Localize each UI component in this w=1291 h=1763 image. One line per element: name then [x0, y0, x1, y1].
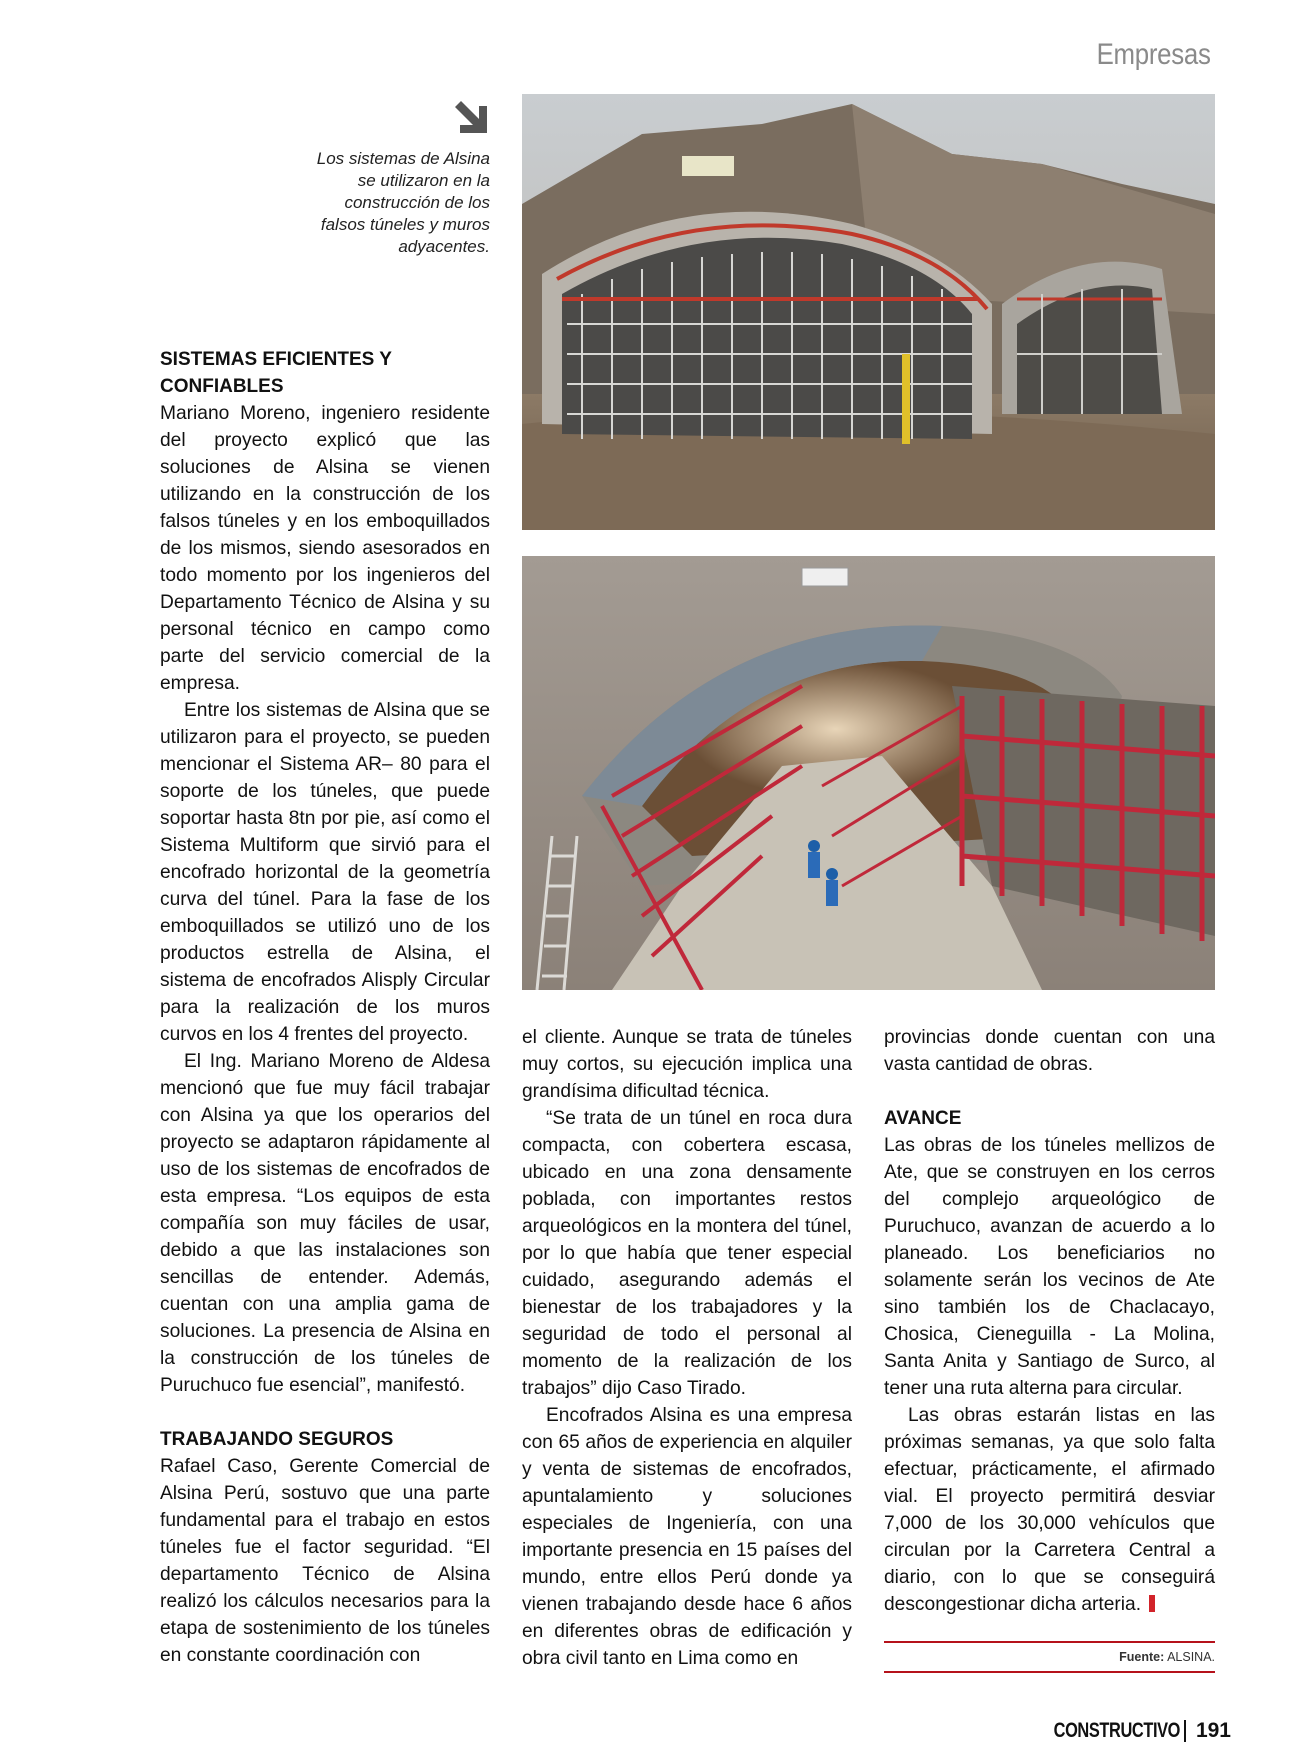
section-tag: Empresas — [1096, 38, 1211, 71]
paragraph: Rafael Caso, Gerente Comercial de Alsina Perú, sostuvo que una parte fundamental para el trabajo en estos túneles fue el factor seguridad. “El departamento Técnico de Alsina realizó los cálculos necesarios para la etapa de sostenimiento de los túneles en constante coordinación con — [160, 1456, 490, 1666]
photo-tunnel-formwork — [522, 556, 1215, 990]
text-column-1 — [160, 346, 490, 1669]
heading-sistemas-eficientes: SISTEMAS EFICIENTES Y CONFIABLES — [160, 349, 392, 397]
text-column-2 — [522, 1024, 852, 1672]
text-column-3 — [884, 1024, 1215, 1618]
paragraph: provincias donde cuentan con una vasta cantidad de obras. — [884, 1027, 1215, 1075]
page-footer — [1018, 1719, 1231, 1743]
paragraph: El Ing. Mariano Moreno de Aldesa mencionó que fue muy fácil trabajar con Alsina ya que los operarios del proyecto se adaptaron rápidamente al uso de los sistemas de encofrados de esta empresa. “Los equipos de esta compañía son muy fáciles de usar, debido a que las instalaciones son sencillas de entender. Además, cuentan con una amplia gama de soluciones. La presencia de Alsina en la construcción de los túneles de Puruchuco fue esencial”, manifestó. — [160, 1051, 490, 1396]
source-credit — [884, 1641, 1215, 1673]
heading-trabajando-seguros: TRABAJANDO SEGUROS — [160, 1429, 394, 1450]
magazine-name: CONSTRUCTIVO — [1053, 1719, 1180, 1742]
paragraph: “Se trata de un túnel en roca dura compacta, con cobertera escasa, ubicado en una zona densamente poblada, con importantes restos arqueológicos en la montera del túnel, por lo que había que tener especial cuidado, asegurando además el bienestar de los trabajadores y la seguridad de todo el personal al momento de la realización de los trabajos” dijo Caso Tirado. — [522, 1108, 852, 1399]
page-number: 191 — [1195, 1719, 1231, 1742]
paragraph-final — [884, 1402, 1215, 1618]
photo-caption: Los sistemas de Alsina se utilizaron en la construcción de los falsos túneles y muros adyacentes. — [316, 149, 490, 256]
paragraph: Encofrados Alsina es una empresa con 65 años de experiencia en alquiler y venta de sistemas de encofrados, apuntalamiento y soluciones especiales de Ingeniería, con una importante presencia en 15 países del mundo, entre ellos Perú donde ya vienen trabajando desde hace 6 años en diferentes obras de edificación y obra civil tanto en Lima como en — [522, 1405, 852, 1669]
paragraph: el cliente. Aunque se trata de túneles muy cortos, su ejecución implica una grandísima dificultad técnica. — [522, 1027, 852, 1102]
end-mark-icon — [1149, 1595, 1155, 1612]
photo-tunnel-scaffolding — [522, 94, 1215, 530]
paragraph: Las obras de los túneles mellizos de Ate, que se construyen en los cerros del complejo arqueológico de Puruchuco, avanzan de acuerdo a lo planeado. Los beneficiarios no solamente serán los vecinos de Ate sino también los de Chaclacayo, Chosica, Cieneguilla - La Molina, Santa Anita y Santiago de Surco, al tener una ruta alterna para circular. — [884, 1135, 1215, 1399]
final-paragraph-text: Las obras estarán listas en las próximas semanas, ya que solo falta efectuar, prácticamente, el afirmado vial. El proyecto permitirá desviar 7,000 de los 30,000 vehículos que circulan por la Carretera Central a diario, con lo que se conseguirá descongestionar dicha arteria. — [884, 1405, 1215, 1615]
source-value: ALSINA. — [1167, 1650, 1215, 1664]
paragraph: Mariano Moreno, ingeniero residente del proyecto explicó que las soluciones de Alsina se vienen utilizando en la construcción de los falsos túneles y en los emboquillados de los mismos, siendo asesorados en todo momento por los ingenieros del Departamento Técnico de Alsina y su personal técnico en campo como parte del servicio comercial de la empresa. — [160, 403, 490, 694]
footer-divider — [1184, 1720, 1186, 1742]
arrow-down-right-icon — [452, 98, 490, 136]
source-label: Fuente: — [1119, 1650, 1165, 1664]
heading-avance: AVANCE — [884, 1108, 962, 1129]
paragraph: Entre los sistemas de Alsina que se utilizaron para el proyecto, se pueden mencionar el Sistema AR– 80 para el soporte de los túneles, que puede soportar hasta 8tn por pie, así como el Sistema Multiform que sirvió para el encofrado horizontal de la geometría curva del túnel. Para la fase de los emboquillados se utilizó uno de los productos estrella de Alsina, el sistema de encofrados Alisply Circular para la realización de los muros curvos en los 4 frentes del proyecto. — [160, 700, 490, 1045]
